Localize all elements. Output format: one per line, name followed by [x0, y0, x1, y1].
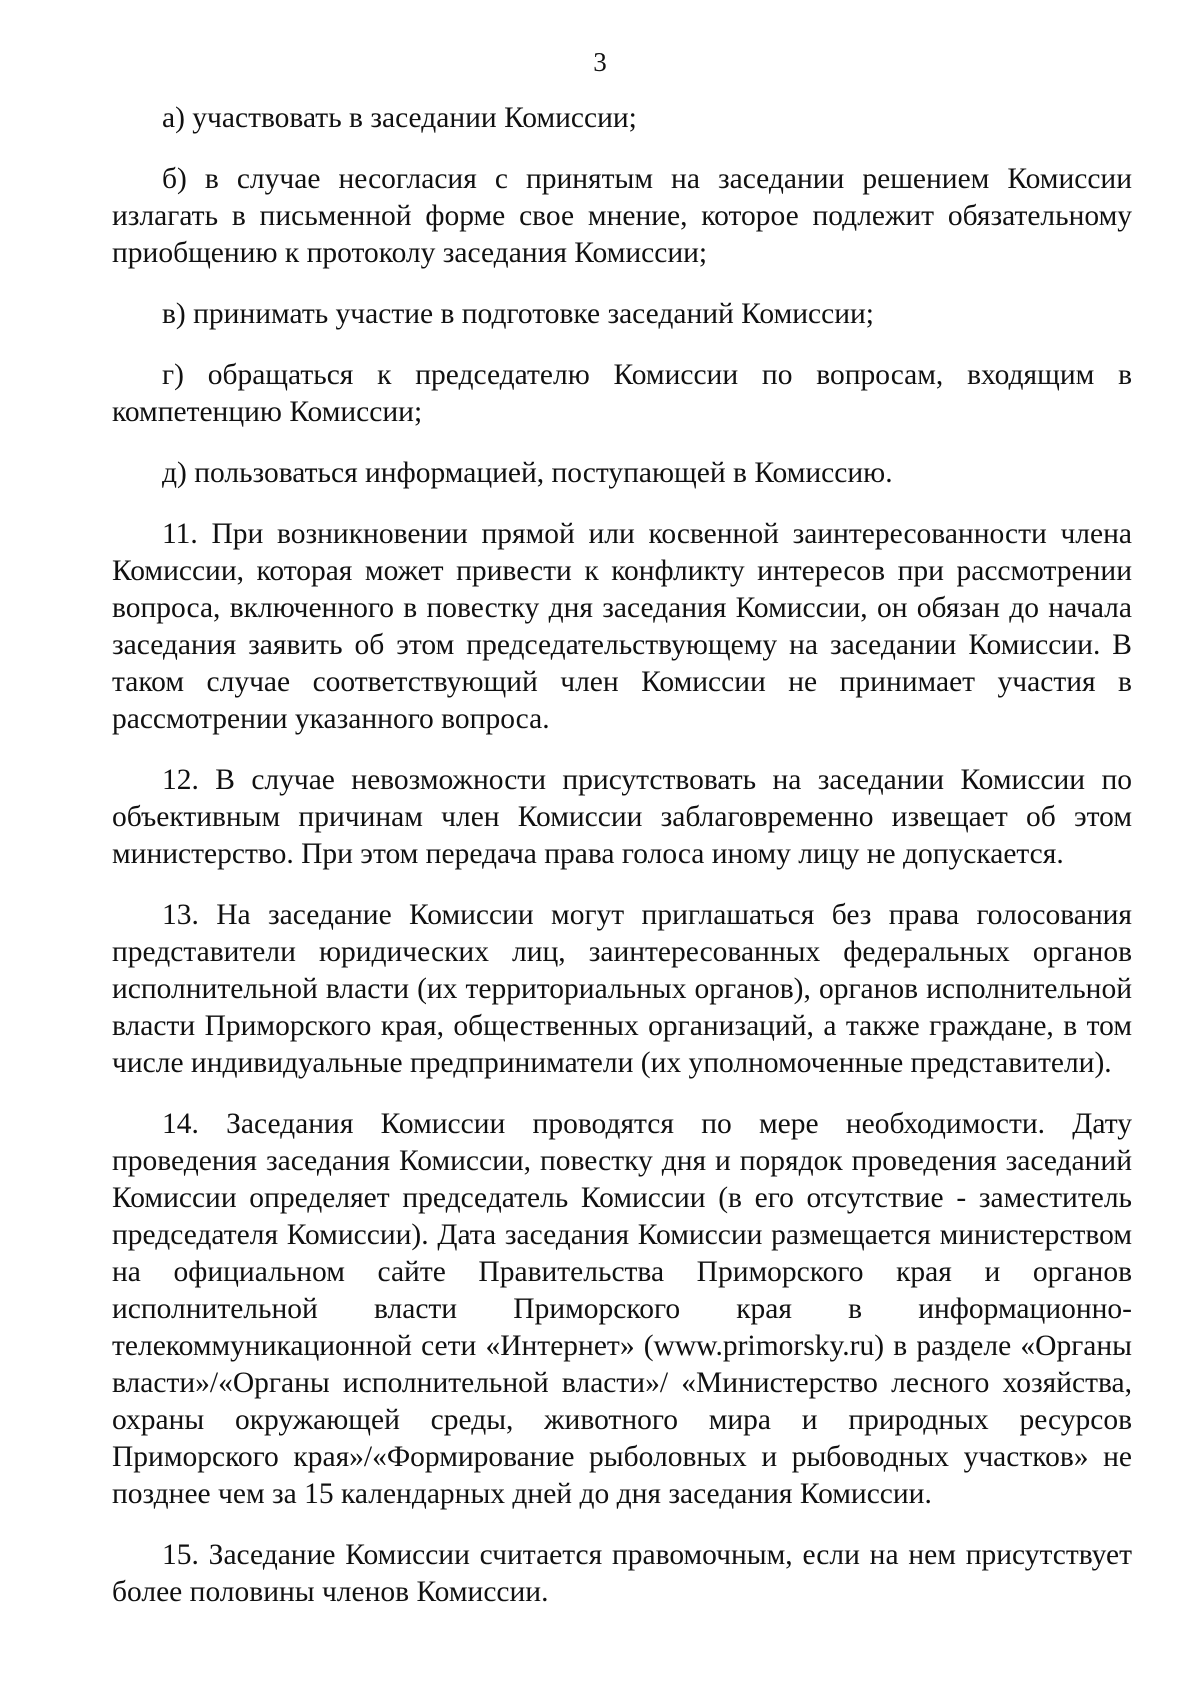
paragraph-12: 12. В случае невозможности присутствовать на заседании Комиссии по объективным причинам член Комиссии заблаговременно извещает об этом министерство. При этом передача права голоса иному лицу не допускается.	[112, 764, 1132, 870]
paragraph-14: 14. Заседания Комиссии проводятся по мере необходимости. Дату проведения заседания Комиссии, повестку дня и порядок проведения заседаний Комиссии определяет председатель Комиссии (в его отсутствие - заместитель председателя Комиссии). Дата заседания Комиссии размещается министерством на официальном сайте Правительства Приморского края и органов исполнительной власти Приморского края в информационно-телекоммуникационной сети «Интернет» (www.primorsky.ru) в разделе «Органы власти»/«Органы исполнительной власти»/ «Министерство лесного хозяйства, охраны окружающей среды, животного мира и природных ресурсов Приморского края»/«Формирование рыболовных и рыбоводных участков» не позднее чем за 15 календарных дней до дня заседания Комиссии.	[112, 1108, 1132, 1510]
paragraph-11: 11. При возникновении прямой или косвенной заинтересованности члена Комиссии, которая может привести к конфликту интересов при рассмотрении вопроса, включенного в повестку дня заседания Комиссии, он обязан до начала заседания заявить об этом председательствующему на заседании Комиссии. В таком случае соответствующий член Комиссии не принимает участия в рассмотрении указанного вопроса.	[112, 518, 1132, 735]
paragraph-13: 13. На заседание Комиссии могут приглашаться без права голосования представители юридических лиц, заинтересованных федеральных органов исполнительной власти (их территориальных органов), органов исполнительной власти Приморского края, общественных организаций, а также граждане, в том числе индивидуальные предприниматели (их уполномоченные представители).	[112, 899, 1132, 1079]
paragraph-a: а) участвовать в заседании Комиссии;	[162, 102, 637, 134]
paragraph-v: в) принимать участие в подготовке заседаний Комиссии;	[162, 298, 874, 330]
paragraph-g: г) обращаться к председателю Комиссии по вопросам, входящим в компетенцию Комиссии;	[112, 359, 1132, 428]
paragraph-b: б) в случае несогласия с принятым на заседании решением Комиссии излагать в письменной форме свое мнение, которое подлежит обязательному приобщению к протоколу заседания Комиссии;	[112, 163, 1132, 269]
page-number: 3	[593, 47, 607, 77]
document-body	[112, 100, 1132, 1635]
paragraph-15: 15. Заседание Комиссии считается правомочным, если на нем присутствует более половины членов Комиссии.	[112, 1539, 1132, 1608]
paragraph-d: д) пользоваться информацией, поступающей в Комиссию.	[162, 457, 893, 489]
